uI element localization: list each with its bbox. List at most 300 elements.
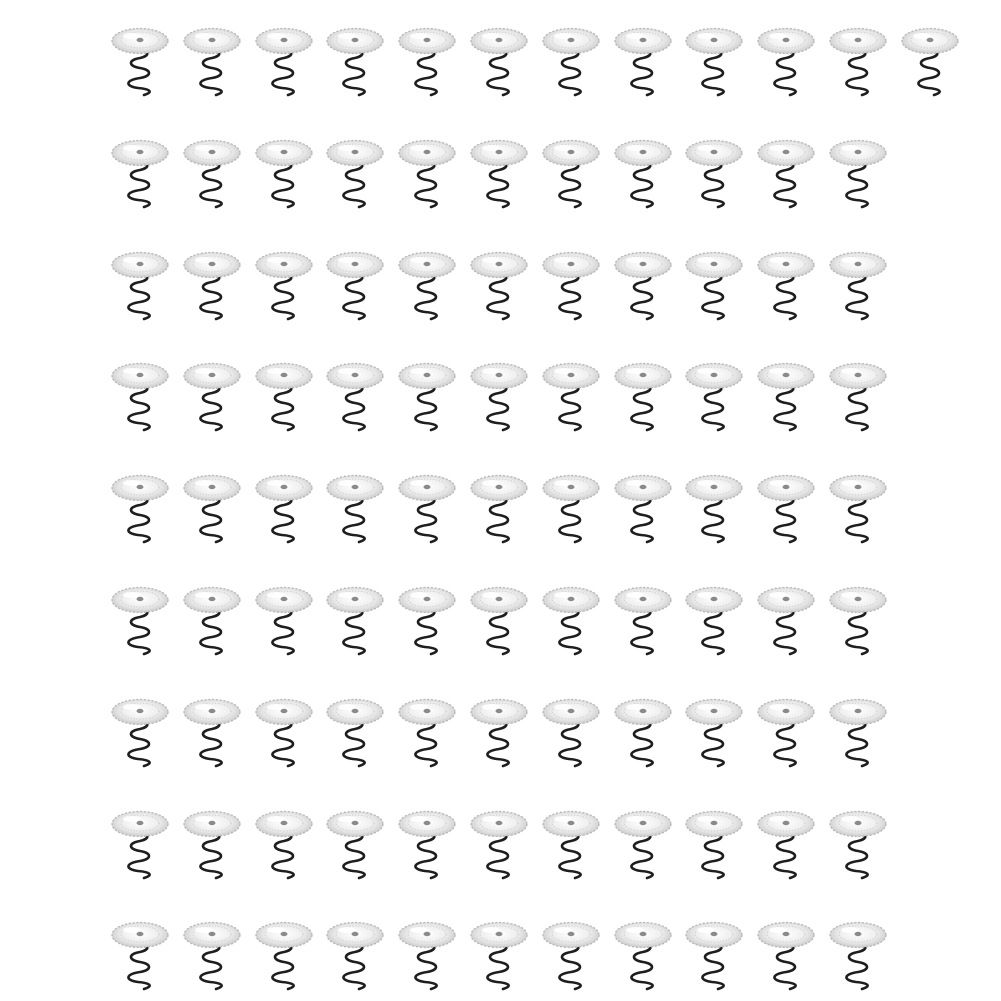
twist-pin — [469, 26, 529, 98]
twist-pin-graphic — [828, 920, 888, 992]
spiral-coil — [559, 831, 580, 878]
pin-center — [208, 709, 215, 713]
pin-center — [137, 485, 144, 489]
twist-pin-graphic — [182, 26, 242, 98]
spiral-coil — [416, 48, 437, 95]
twist-pin-graphic — [828, 697, 888, 769]
twist-pin-graphic — [900, 26, 960, 98]
spiral-coil — [775, 942, 796, 989]
twist-pin-graphic — [541, 585, 601, 657]
twist-pin — [541, 250, 601, 322]
spiral-coil — [344, 160, 365, 207]
twist-pin-graphic — [325, 585, 385, 657]
spiral-coil — [272, 383, 293, 430]
pin-center — [137, 373, 144, 377]
twist-pin-graphic — [541, 361, 601, 433]
twist-pin-graphic — [397, 585, 457, 657]
spiral-coil — [775, 48, 796, 95]
twist-pin-graphic — [684, 697, 744, 769]
twist-pin-graphic — [613, 473, 673, 545]
twist-pin — [469, 585, 529, 657]
twist-pin-graphic — [397, 809, 457, 881]
pin-center — [208, 932, 215, 936]
twist-pin-graphic — [756, 697, 816, 769]
twist-pin-graphic — [828, 250, 888, 322]
spiral-coil — [416, 383, 437, 430]
twist-pin-graphic — [469, 585, 529, 657]
twist-pin — [828, 473, 888, 545]
twist-pin — [254, 26, 314, 98]
twist-pin — [182, 250, 242, 322]
twist-pin — [254, 697, 314, 769]
twist-pin-graphic — [110, 250, 170, 322]
spiral-coil — [775, 495, 796, 542]
spiral-coil — [128, 719, 149, 766]
pin-center — [208, 150, 215, 154]
pin-center — [711, 373, 718, 377]
twist-pin-graphic — [325, 473, 385, 545]
twist-pin-graphic — [110, 920, 170, 992]
twist-pin — [397, 809, 457, 881]
twist-pin-graphic — [182, 473, 242, 545]
spiral-coil — [344, 383, 365, 430]
spiral-coil — [272, 160, 293, 207]
spiral-coil — [775, 272, 796, 319]
spiral-coil — [200, 942, 221, 989]
pin-center — [208, 373, 215, 377]
twist-pin — [541, 473, 601, 545]
twist-pin — [828, 809, 888, 881]
twist-pin-graphic — [613, 361, 673, 433]
spiral-coil — [846, 607, 867, 654]
twist-pin-graphic — [182, 250, 242, 322]
twist-pin-graphic — [182, 920, 242, 992]
pin-center — [137, 261, 144, 265]
spiral-coil — [416, 607, 437, 654]
twist-pin-graphic — [469, 138, 529, 210]
twist-pin-graphic — [110, 26, 170, 98]
pin-center — [424, 932, 431, 936]
twist-pin-graphic — [541, 920, 601, 992]
twist-pin-graphic — [397, 361, 457, 433]
twist-pin-graphic — [397, 26, 457, 98]
pin-center — [711, 261, 718, 265]
spiral-coil — [344, 942, 365, 989]
spiral-coil — [200, 272, 221, 319]
pin-center — [711, 485, 718, 489]
twist-pin-graphic — [397, 250, 457, 322]
pin-center — [424, 261, 431, 265]
twist-pin — [110, 473, 170, 545]
pin-center — [352, 597, 359, 601]
twist-pin — [613, 361, 673, 433]
twist-pin-graphic — [325, 250, 385, 322]
pin-center — [496, 38, 503, 42]
spiral-coil — [775, 831, 796, 878]
twist-pin — [469, 920, 529, 992]
twist-pin-graphic — [756, 809, 816, 881]
spiral-coil — [703, 383, 724, 430]
twist-pin — [325, 585, 385, 657]
pin-center — [639, 373, 646, 377]
twist-pin — [325, 250, 385, 322]
pin-center — [424, 150, 431, 154]
spiral-coil — [416, 719, 437, 766]
spiral-coil — [200, 607, 221, 654]
twist-pin-graphic — [828, 473, 888, 545]
twist-pin-graphic — [110, 585, 170, 657]
twist-pin — [756, 473, 816, 545]
pin-center — [496, 820, 503, 824]
pin-center — [496, 261, 503, 265]
pin-center — [639, 485, 646, 489]
twist-pin-graphic — [541, 697, 601, 769]
twist-pin — [397, 585, 457, 657]
twist-pin — [254, 250, 314, 322]
pin-center — [639, 709, 646, 713]
twist-pin — [756, 250, 816, 322]
twist-pin-graphic — [469, 250, 529, 322]
twist-pin — [541, 809, 601, 881]
twist-pin — [828, 697, 888, 769]
pin-center — [496, 709, 503, 713]
spiral-coil — [128, 607, 149, 654]
spiral-coil — [559, 942, 580, 989]
pin-center — [280, 932, 287, 936]
spiral-coil — [344, 495, 365, 542]
pin-center — [280, 150, 287, 154]
twist-pin — [397, 697, 457, 769]
twist-pin-graphic — [756, 250, 816, 322]
twist-pin — [756, 920, 816, 992]
pin-center — [783, 261, 790, 265]
pin-center — [352, 373, 359, 377]
twist-pin — [756, 26, 816, 98]
twist-pin — [684, 26, 744, 98]
twist-pin — [182, 26, 242, 98]
twist-pin-graphic — [541, 809, 601, 881]
pin-center — [424, 820, 431, 824]
twist-pin — [469, 361, 529, 433]
twist-pin — [469, 473, 529, 545]
twist-pin-graphic — [828, 138, 888, 210]
twist-pin — [325, 920, 385, 992]
twist-pin-graphic — [182, 585, 242, 657]
pin-center — [567, 932, 574, 936]
twist-pin-graphic — [182, 697, 242, 769]
twist-pin-graphic — [254, 138, 314, 210]
twist-pin — [397, 361, 457, 433]
spiral-coil — [416, 942, 437, 989]
spiral-coil — [631, 607, 652, 654]
twist-pin — [469, 809, 529, 881]
twist-pin-graphic — [613, 809, 673, 881]
twist-pin-graphic — [613, 585, 673, 657]
twist-pin — [110, 138, 170, 210]
twist-pin — [684, 697, 744, 769]
pin-center — [280, 597, 287, 601]
spiral-coil — [846, 495, 867, 542]
twist-pin — [110, 361, 170, 433]
twist-pin — [110, 585, 170, 657]
pin-center — [783, 709, 790, 713]
twist-pin — [182, 473, 242, 545]
twist-pin-graphic — [110, 809, 170, 881]
twist-pin-graphic — [541, 26, 601, 98]
twist-pin-graphic — [254, 26, 314, 98]
twist-pin-graphic — [469, 809, 529, 881]
pin-center — [855, 485, 862, 489]
twist-pin-graphic — [469, 920, 529, 992]
twist-pin — [469, 250, 529, 322]
pin-center — [855, 932, 862, 936]
twist-pin-graphic — [182, 809, 242, 881]
twist-pin-graphic — [684, 473, 744, 545]
pin-center — [424, 485, 431, 489]
twist-pin — [756, 585, 816, 657]
spiral-coil — [416, 495, 437, 542]
twist-pin — [684, 250, 744, 322]
twist-pin-graphic — [325, 138, 385, 210]
spiral-coil — [703, 160, 724, 207]
twist-pin-graphic — [684, 809, 744, 881]
spiral-coil — [775, 160, 796, 207]
spiral-coil — [703, 272, 724, 319]
twist-pin-graphic — [325, 697, 385, 769]
pin-center — [424, 709, 431, 713]
spiral-coil — [631, 495, 652, 542]
spiral-coil — [703, 48, 724, 95]
twist-pin — [684, 138, 744, 210]
twist-pin-graphic — [254, 809, 314, 881]
spiral-coil — [128, 48, 149, 95]
spiral-coil — [272, 719, 293, 766]
twist-pin-graphic — [469, 26, 529, 98]
pin-center — [424, 373, 431, 377]
spiral-coil — [775, 607, 796, 654]
twist-pin — [613, 250, 673, 322]
twist-pin — [254, 138, 314, 210]
twist-pin — [541, 26, 601, 98]
spiral-coil — [631, 719, 652, 766]
twist-pin — [613, 473, 673, 545]
twist-pin — [325, 473, 385, 545]
pin-center — [855, 820, 862, 824]
pin-center — [137, 597, 144, 601]
twist-pin-graphic — [541, 473, 601, 545]
pin-center — [783, 485, 790, 489]
spiral-coil — [344, 272, 365, 319]
twist-pin — [613, 920, 673, 992]
spiral-coil — [559, 719, 580, 766]
twist-pin — [469, 138, 529, 210]
pin-center — [496, 150, 503, 154]
pin-center — [280, 38, 287, 42]
twist-pin — [182, 585, 242, 657]
spiral-coil — [846, 48, 867, 95]
twist-pin-graphic — [828, 809, 888, 881]
pin-center — [783, 373, 790, 377]
twist-pin — [756, 697, 816, 769]
pin-center — [496, 597, 503, 601]
twist-pin — [541, 920, 601, 992]
pin-center — [280, 485, 287, 489]
spiral-coil — [559, 160, 580, 207]
pin-center — [208, 261, 215, 265]
twist-pin-graphic — [397, 473, 457, 545]
pin-center — [280, 261, 287, 265]
pin-center — [639, 932, 646, 936]
pin-center — [639, 820, 646, 824]
twist-pin — [325, 138, 385, 210]
twist-pin-graphic — [756, 138, 816, 210]
spiral-coil — [775, 383, 796, 430]
twist-pin — [756, 138, 816, 210]
spiral-coil — [559, 383, 580, 430]
twist-pin-graphic — [684, 250, 744, 322]
twist-pin — [541, 697, 601, 769]
spiral-coil — [344, 607, 365, 654]
spiral-coil — [846, 383, 867, 430]
twist-pin — [254, 809, 314, 881]
pin-center — [352, 932, 359, 936]
spiral-coil — [344, 48, 365, 95]
twist-pin — [828, 26, 888, 98]
twist-pin — [613, 138, 673, 210]
spiral-coil — [487, 383, 508, 430]
spiral-coil — [272, 495, 293, 542]
twist-pin-graphic — [541, 250, 601, 322]
twist-pin — [110, 250, 170, 322]
twist-pin — [110, 809, 170, 881]
spiral-coil — [128, 942, 149, 989]
twist-pin — [254, 473, 314, 545]
twist-pin — [828, 585, 888, 657]
twist-pin-graphic — [613, 920, 673, 992]
twist-pin-graphic — [397, 920, 457, 992]
spiral-coil — [487, 272, 508, 319]
spiral-coil — [846, 160, 867, 207]
spiral-coil — [272, 272, 293, 319]
pin-center — [137, 38, 144, 42]
twist-pin — [756, 361, 816, 433]
pin-center — [352, 150, 359, 154]
twist-pin-graphic — [469, 473, 529, 545]
twist-pin — [541, 585, 601, 657]
pin-center — [711, 38, 718, 42]
pin-center — [567, 597, 574, 601]
twist-pin-graphic — [397, 697, 457, 769]
twist-pin-graphic — [613, 138, 673, 210]
spiral-coil — [200, 383, 221, 430]
spiral-coil — [703, 719, 724, 766]
twist-pin-graphic — [613, 697, 673, 769]
twist-pin-graphic — [684, 920, 744, 992]
twist-pin — [613, 585, 673, 657]
twist-pin-graphic — [254, 920, 314, 992]
spiral-coil — [846, 719, 867, 766]
spiral-coil — [846, 831, 867, 878]
twist-pin-graphic — [756, 473, 816, 545]
pin-center — [137, 150, 144, 154]
twist-pin-graphic — [325, 920, 385, 992]
twist-pin — [325, 26, 385, 98]
twist-pin-graphic — [684, 585, 744, 657]
spiral-coil — [846, 942, 867, 989]
spiral-coil — [128, 831, 149, 878]
pin-center — [567, 261, 574, 265]
twist-pin-graphic — [325, 26, 385, 98]
spiral-coil — [559, 48, 580, 95]
pin-center — [567, 820, 574, 824]
pin-center — [352, 38, 359, 42]
spiral-coil — [200, 48, 221, 95]
pin-center — [855, 597, 862, 601]
twist-pin — [325, 361, 385, 433]
pin-center — [137, 932, 144, 936]
twist-pin-graphic — [684, 138, 744, 210]
pin-center — [567, 150, 574, 154]
spiral-coil — [487, 719, 508, 766]
pin-center — [280, 820, 287, 824]
twist-pin-graphic — [110, 697, 170, 769]
twist-pin — [613, 697, 673, 769]
twist-pin — [110, 697, 170, 769]
spiral-coil — [846, 272, 867, 319]
spiral-coil — [200, 719, 221, 766]
pin-center — [855, 261, 862, 265]
twist-pin-graphic — [756, 920, 816, 992]
twist-pin — [182, 138, 242, 210]
twist-pin — [254, 585, 314, 657]
twist-pin-graphic — [756, 361, 816, 433]
twist-pin-graphic — [828, 26, 888, 98]
pin-center — [352, 261, 359, 265]
pin-center — [639, 597, 646, 601]
pin-center — [208, 597, 215, 601]
twist-pin-graphic — [756, 585, 816, 657]
pin-center — [352, 709, 359, 713]
pin-center — [855, 150, 862, 154]
twist-pin — [756, 809, 816, 881]
pin-center — [855, 38, 862, 42]
twist-pin-graphic — [684, 26, 744, 98]
twist-pin-graphic — [254, 585, 314, 657]
spiral-coil — [487, 48, 508, 95]
pin-center — [855, 373, 862, 377]
twist-pin — [541, 361, 601, 433]
spiral-coil — [128, 495, 149, 542]
pin-center — [137, 820, 144, 824]
spiral-coil — [775, 719, 796, 766]
twist-pin — [613, 26, 673, 98]
twist-pin-graphic — [828, 585, 888, 657]
twist-pin — [397, 473, 457, 545]
spiral-coil — [631, 383, 652, 430]
pin-center — [783, 820, 790, 824]
twist-pin — [254, 361, 314, 433]
pin-center — [352, 485, 359, 489]
twist-pin — [900, 26, 960, 98]
twist-pin-graphic — [182, 361, 242, 433]
pin-center — [639, 38, 646, 42]
twist-pin — [182, 809, 242, 881]
pin-center — [567, 485, 574, 489]
twist-pin-graphic — [828, 361, 888, 433]
spiral-coil — [200, 160, 221, 207]
twist-pin-graphic — [110, 361, 170, 433]
spiral-coil — [631, 942, 652, 989]
